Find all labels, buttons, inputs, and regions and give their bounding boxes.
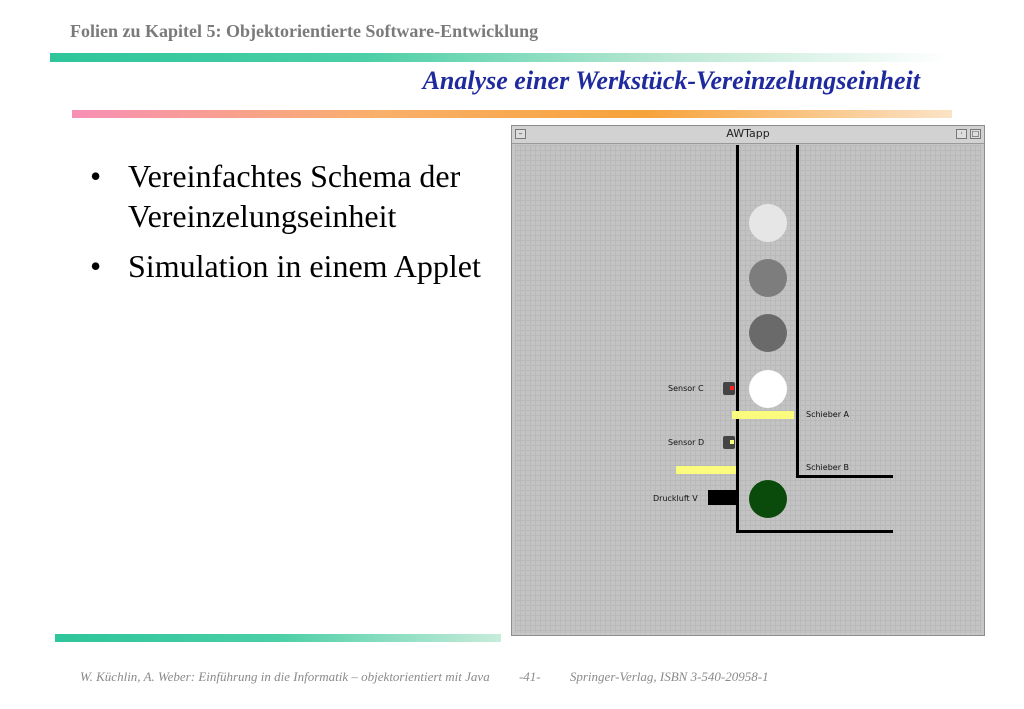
- footer-divider: [55, 634, 501, 642]
- applet-titlebar[interactable]: [512, 126, 984, 144]
- footer-publisher: Springer-Verlag, ISBN 3-540-20958-1: [569, 669, 769, 684]
- schieber-a-bar: [732, 411, 794, 419]
- bullet-item: [90, 246, 510, 286]
- header-text: Folien zu Kapitel 5: Objektorientierte Software-Entwicklung: [70, 21, 539, 41]
- footer-authors: W. Küchlin, A. Weber: Einführung in die Informatik – objektorientiert mit Java: [80, 669, 490, 684]
- minimize-icon[interactable]: ·: [956, 129, 967, 139]
- footer-page-number: -41-: [518, 669, 541, 684]
- bullet-icon: •: [90, 248, 102, 284]
- bullet-list: [90, 156, 510, 296]
- footer: [80, 669, 795, 685]
- bullet-icon: •: [90, 158, 102, 194]
- sensor-d-label: Sensor D: [668, 438, 705, 447]
- workpiece-icon: [749, 259, 787, 297]
- sensor-c-label: Sensor C: [668, 384, 704, 393]
- tube-left-wall: [736, 145, 739, 533]
- druckluft-label: Druckluft V: [653, 494, 698, 503]
- window-menu-icon[interactable]: –: [515, 129, 526, 139]
- applet-window-title: AWTapp: [726, 127, 770, 140]
- maximize-icon[interactable]: □: [971, 129, 980, 138]
- tube-lower-floor: [736, 530, 893, 533]
- workpiece-icon: [749, 204, 787, 242]
- workpiece-icon: [749, 314, 787, 352]
- sensor-d-indicator: [723, 436, 735, 449]
- title-divider: [72, 110, 952, 118]
- tube-right-wall: [796, 145, 799, 477]
- applet-window: [511, 125, 985, 636]
- druckluft-valve: [708, 490, 738, 505]
- sensor-d-led: [730, 440, 734, 444]
- workpiece-icon: [749, 480, 787, 518]
- bullet-text: Simulation in einem Applet: [128, 248, 481, 284]
- workpiece-icon: [749, 370, 787, 408]
- schieber-a-label: Schieber A: [806, 410, 849, 419]
- slide-title: Analyse einer Werkstück-Vereinzelungseinheit: [422, 66, 920, 95]
- header-divider: [50, 53, 950, 62]
- schieber-b-bar: [676, 466, 736, 474]
- sensor-c-led: [730, 386, 734, 390]
- bullet-item: [90, 156, 510, 236]
- tube-upper-floor: [796, 475, 893, 478]
- applet-canvas: [515, 145, 981, 633]
- bullet-text: Vereinfachtes Schema der Vereinzelungseinheit: [128, 158, 461, 234]
- schieber-b-label: Schieber B: [806, 463, 850, 472]
- sensor-c-indicator: [723, 382, 735, 395]
